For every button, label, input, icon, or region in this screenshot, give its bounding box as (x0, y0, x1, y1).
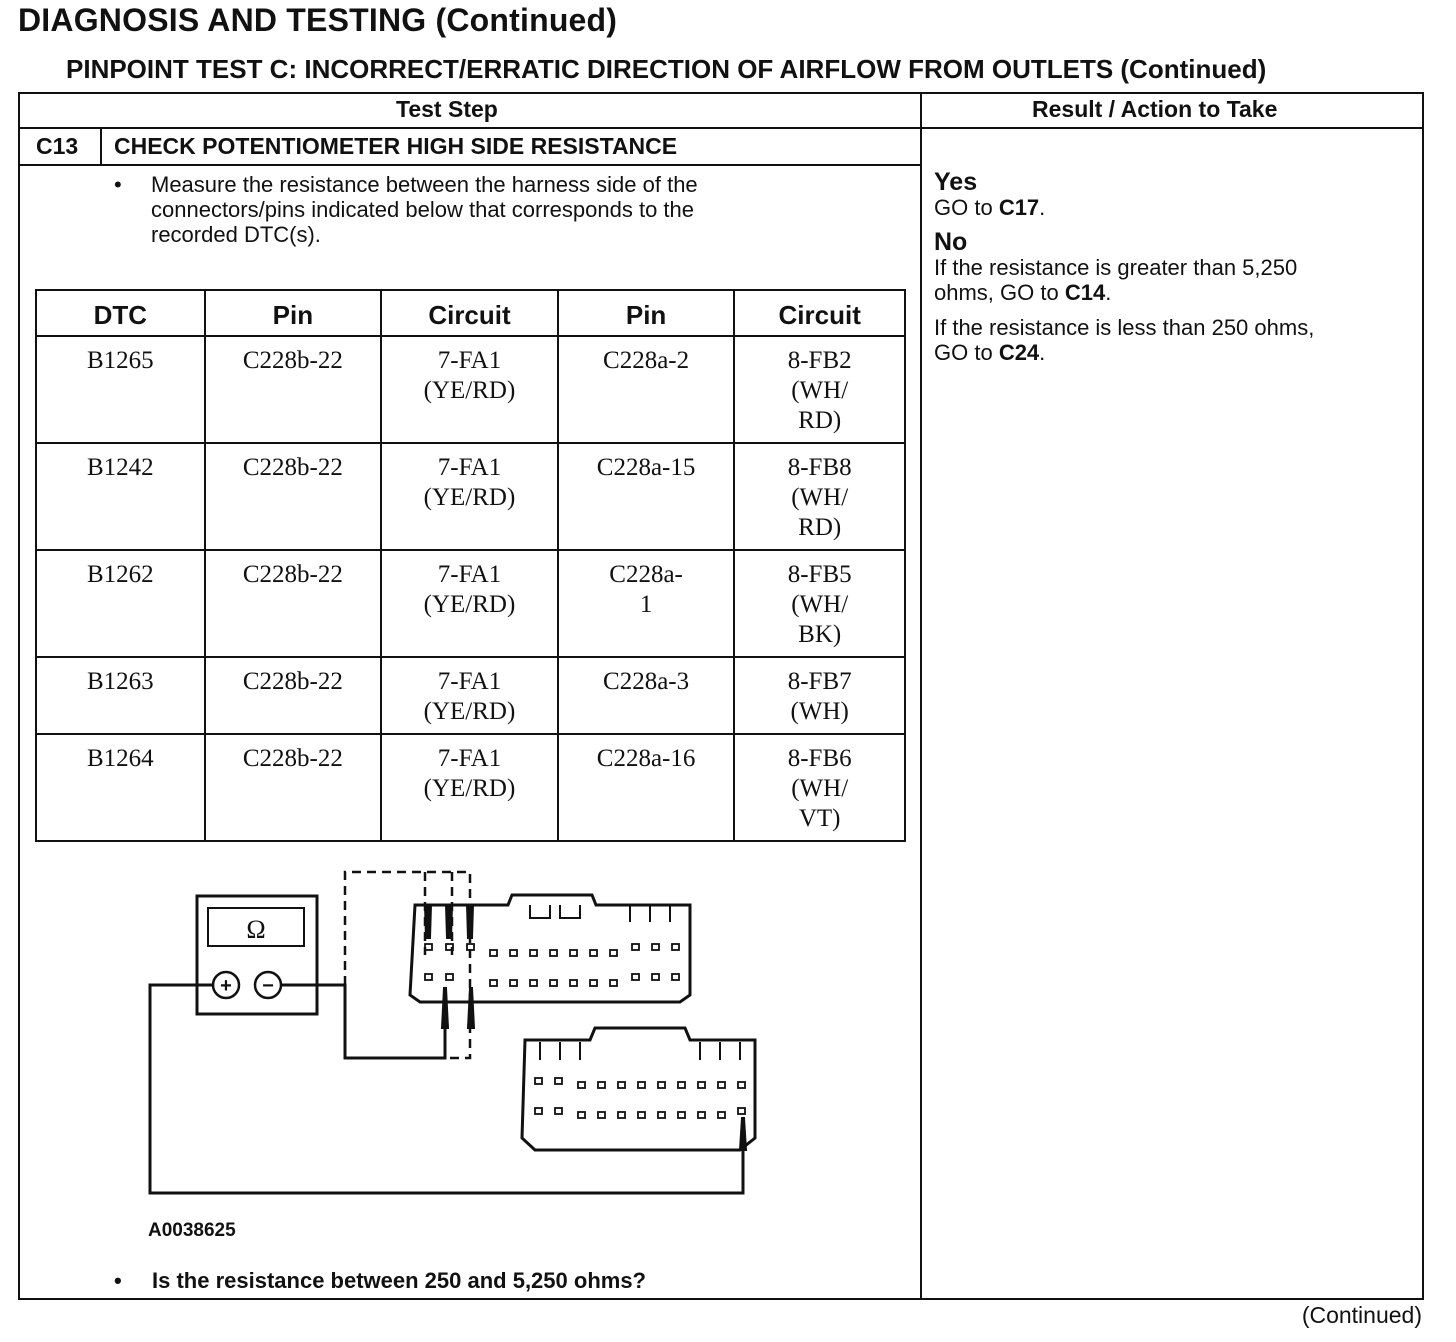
dtc-cell: B1262 (36, 550, 205, 657)
circuit-cell: 7-FA1 (YE/RD) (381, 336, 558, 443)
no-label: No (934, 228, 968, 256)
header-pin-2: Pin (558, 290, 735, 336)
instruction-line: recorded DTC(s). (151, 222, 321, 247)
pin-cell: C228b-22 (205, 734, 382, 841)
pin-cell: C228a-2 (558, 336, 735, 443)
dtc-table-header-row (36, 290, 905, 336)
pin-cell: C228b-22 (205, 443, 382, 550)
ohmmeter-icon (197, 896, 317, 1014)
dtc-cell: B1264 (36, 734, 205, 841)
circuit-cell: 7-FA1 (YE/RD) (381, 550, 558, 657)
page-title: DIAGNOSIS AND TESTING (Continued) (18, 2, 618, 38)
circuit-cell: 8-FB7 (WH) (734, 657, 905, 734)
dtc-cell: B1263 (36, 657, 205, 734)
circuit-cell: 8-FB5 (WH/ BK) (734, 550, 905, 657)
figure-caption: A0038625 (148, 1220, 236, 1241)
pin-cell: C228a-15 (558, 443, 735, 550)
plus-terminal-label: + (220, 975, 232, 997)
dtc-cell: B1265 (36, 336, 205, 443)
table-row (36, 336, 905, 443)
probe-icon (425, 905, 431, 938)
header-circuit-2: Circuit (734, 290, 905, 336)
continued-footer: (Continued) (1301, 1302, 1422, 1328)
table-row (36, 734, 905, 841)
circuit-cell: 8-FB2 (WH/ RD) (734, 336, 905, 443)
no-action-2: If the resistance is less than 250 ohms, GO to C24. (934, 315, 1315, 365)
column-divider (920, 92, 922, 1300)
circuit-cell: 7-FA1 (YE/RD) (381, 443, 558, 550)
no-target-link-1: C14 (1064, 280, 1106, 305)
instruction-line: Measure the resistance between the harness side of the (151, 172, 698, 197)
no-target-link-2: C24 (998, 340, 1040, 365)
dtc-table (35, 289, 906, 842)
yes-label: Yes (934, 168, 978, 196)
result-no (934, 230, 1314, 365)
column-header-result: Result / Action to Take (1032, 96, 1278, 122)
table-row (36, 550, 905, 657)
minus-terminal-label: − (262, 975, 274, 997)
pin-cell: C228a- 1 (558, 550, 735, 657)
pin-cell: C228a-16 (558, 734, 735, 841)
page-subtitle: PINPOINT TEST C: INCORRECT/ERRATIC DIRECTION OF AIRFLOW FROM OUTLETS (Continued) (66, 54, 1267, 84)
step-question: Is the resistance between 250 and 5,250 ohms? (152, 1268, 646, 1293)
table-row (36, 657, 905, 734)
header-circuit: Circuit (381, 290, 558, 336)
pin-cell: C228b-22 (205, 336, 382, 443)
pin-cell: C228b-22 (205, 550, 382, 657)
header-pin: Pin (205, 290, 382, 336)
step-number: C13 (36, 133, 79, 159)
pin-cell: C228a-3 (558, 657, 735, 734)
instruction-line: connectors/pins indicated below that corresponds to the (151, 197, 694, 222)
question-bullet: • (114, 1268, 122, 1293)
circuit-cell: 8-FB6 (WH/ VT) (734, 734, 905, 841)
circuit-cell: 7-FA1 (YE/RD) (381, 734, 558, 841)
pin-cell: C228b-22 (205, 657, 382, 734)
instruction-text (151, 172, 698, 247)
result-yes (934, 170, 1045, 220)
yes-action: GO to C17. (934, 195, 1046, 220)
circuit-cell: 7-FA1 (YE/RD) (381, 657, 558, 734)
circuit-cell: 8-FB8 (WH/ RD) (734, 443, 905, 550)
step-title: CHECK POTENTIOMETER HIGH SIDE RESISTANCE (114, 133, 678, 159)
header-dtc: DTC (36, 290, 205, 336)
dtc-cell: B1242 (36, 443, 205, 550)
wiring-diagram (140, 860, 780, 1210)
table-row (36, 443, 905, 550)
column-header-test-step: Test Step (396, 96, 498, 122)
step-separator (100, 129, 102, 166)
ohm-symbol: Ω (246, 915, 266, 944)
no-action-1: If the resistance is greater than 5,250 ohms, GO to C14. (934, 255, 1298, 305)
instruction-bullet: • (114, 172, 122, 197)
yes-target-link: C17 (998, 195, 1040, 220)
